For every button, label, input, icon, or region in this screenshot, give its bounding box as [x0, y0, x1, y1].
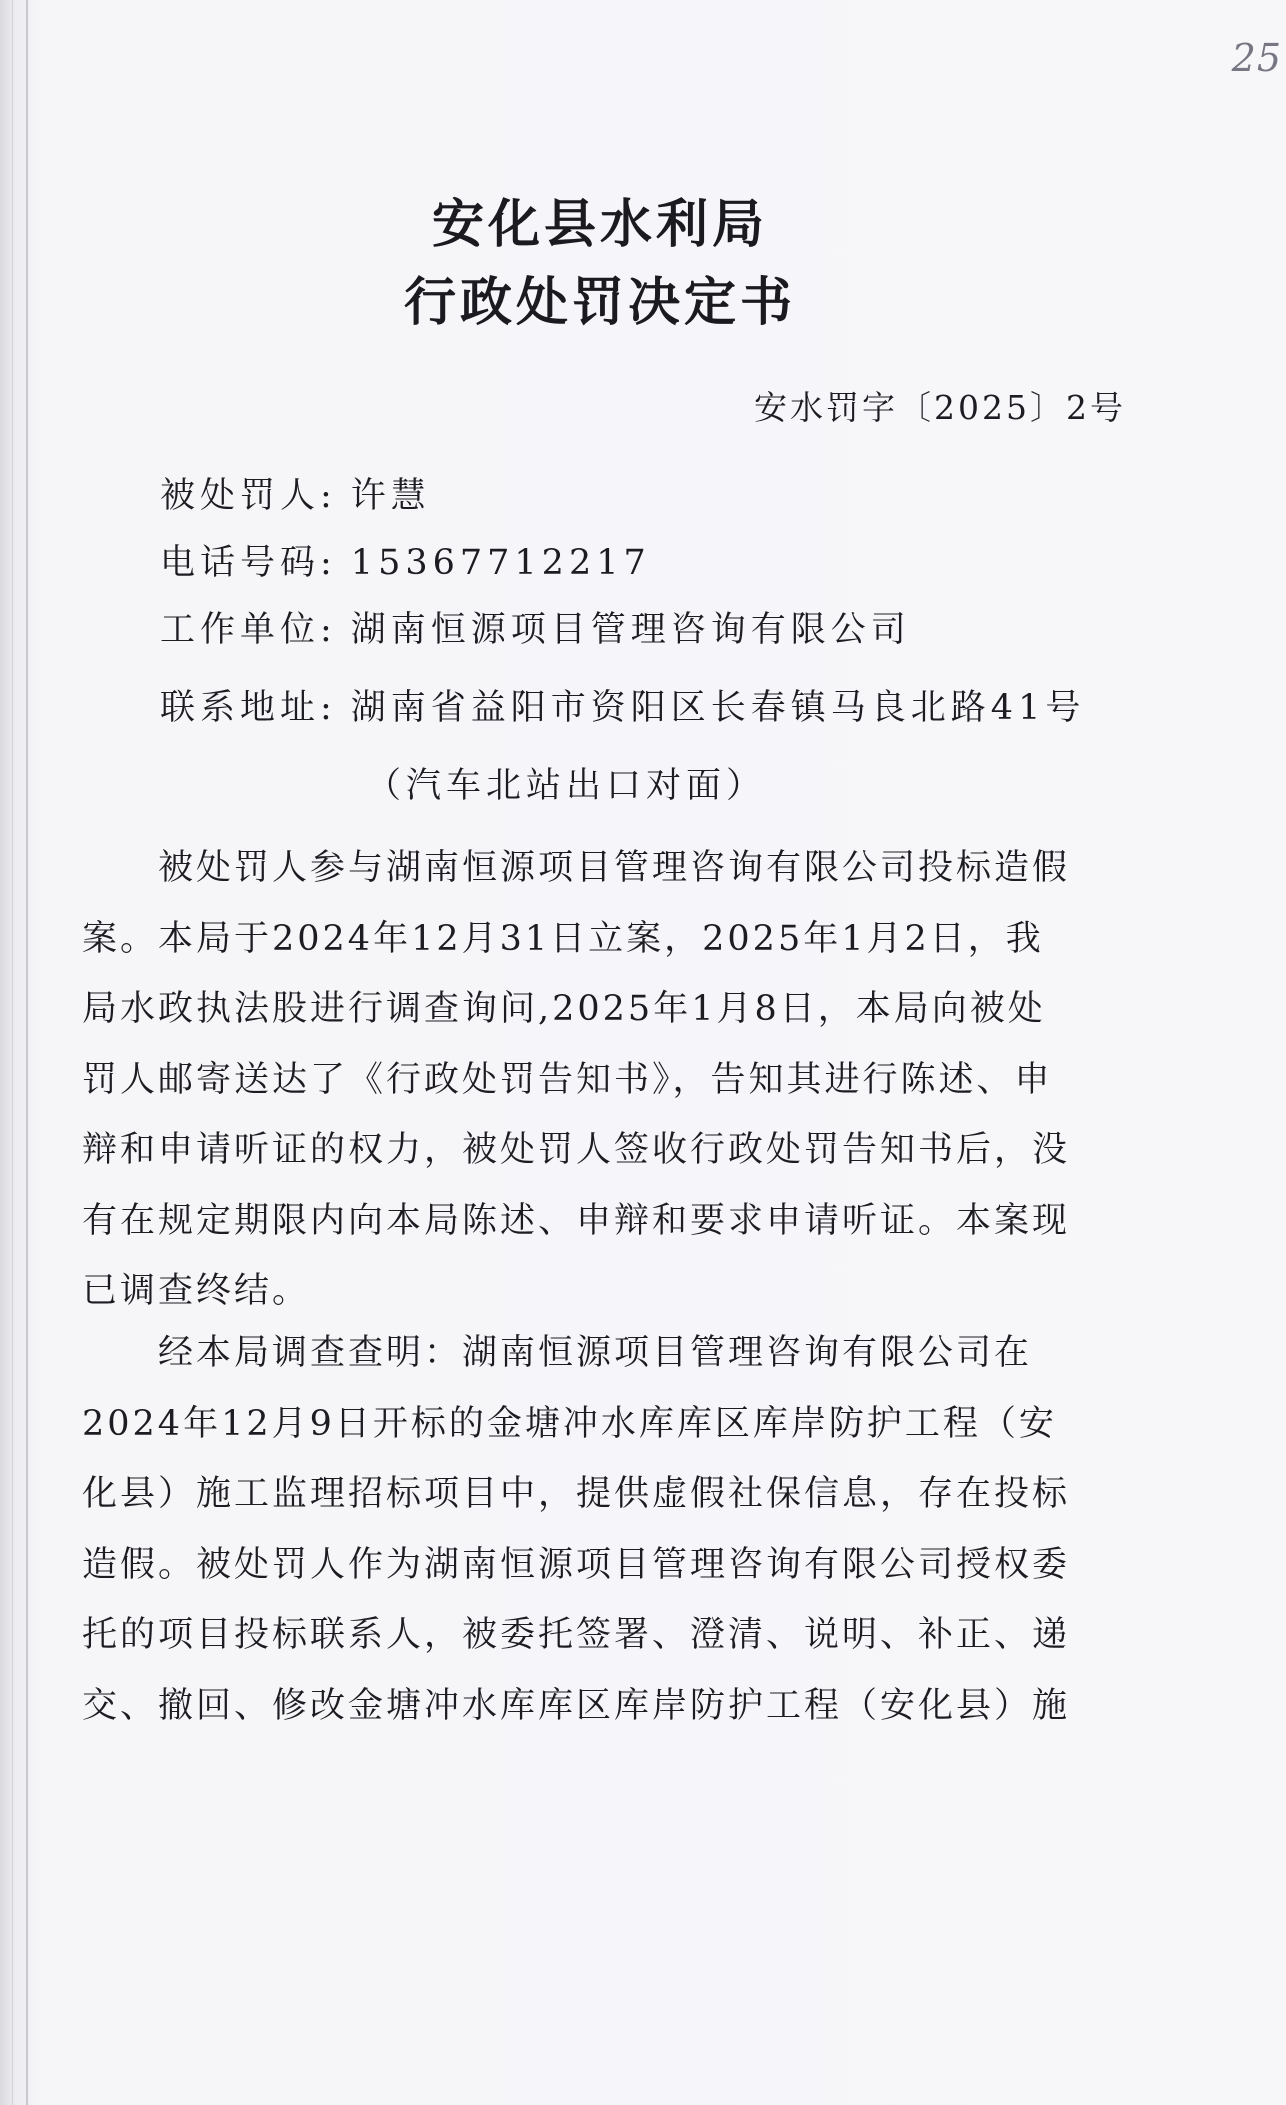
paragraph-line: 交、撤回、修改金塘冲水库库区库岸防护工程（安化县）施 — [82, 1685, 1071, 1726]
handwritten-page-number: 25 — [1231, 36, 1282, 80]
paragraph-line: 化县）施工监理招标项目中，提供虚假社保信息，存在投标 — [82, 1474, 1071, 1514]
paragraph-line: 罚人邮寄送达了《行政处罚告知书》，告知其进行陈述、申 — [82, 1059, 1053, 1100]
field-contact-address — [160, 680, 1085, 730]
field-label: 联系地址: — [160, 688, 337, 728]
investigation-findings-paragraph — [82, 1318, 1127, 1741]
field-value: 湖南省益阳市资阳区长春镇马良北路41号 — [350, 688, 1086, 728]
field-label: 被处罚人: — [160, 476, 337, 516]
case-background-paragraph — [82, 833, 1127, 1327]
field-value: 许慧 — [350, 476, 431, 516]
paragraph-line: 案。本局于2024年12月31日立案，2025年1月2日，我 — [82, 918, 1044, 959]
paragraph-line: 局水政执法股进行调查询问,2025年1月8日，本局向被处 — [82, 989, 1046, 1029]
field-value: 15367712217 — [350, 543, 651, 583]
paragraph-line: 已调查终结。 — [82, 1271, 311, 1311]
document-type-title: 行政处罚决定书 — [403, 273, 796, 333]
paragraph-line: 造假。被处罚人作为湖南恒源项目管理咨询有限公司授权委 — [82, 1544, 1071, 1585]
paragraph-line: 有在规定期限内向本局陈述、申辩和要求申请听证。本案现 — [82, 1200, 1071, 1241]
field-value: 湖南恒源项目管理咨询有限公司 — [350, 610, 911, 650]
field-penalized-person — [160, 468, 431, 518]
paragraph-line: 2024年12月9日开标的金塘冲水库库区库岸防护工程（安 — [82, 1403, 1057, 1444]
issuing-agency-title: 安化县水利局 — [431, 195, 768, 255]
field-label: 电话号码: — [160, 543, 337, 583]
paragraph-line: 经本局调查查明：湖南恒源项目管理咨询有限公司在 — [82, 1333, 1033, 1373]
field-phone-number — [160, 535, 651, 585]
paragraph-line: 托的项目投标联系人，被委托签署、澄清、说明、补正、递 — [82, 1615, 1071, 1655]
field-employer — [160, 602, 911, 652]
contact-address-continuation: （汽车北站出口对面） — [366, 766, 767, 806]
paragraph-line: 辩和申请听证的权力，被处罚人签收行政处罚告知书后，没 — [82, 1130, 1071, 1170]
document-number: 安水罚字〔2025〕2号 — [754, 388, 1126, 427]
paragraph-line: 被处罚人参与湖南恒源项目管理咨询有限公司投标造假 — [82, 848, 1071, 888]
field-label: 工作单位: — [160, 610, 337, 650]
